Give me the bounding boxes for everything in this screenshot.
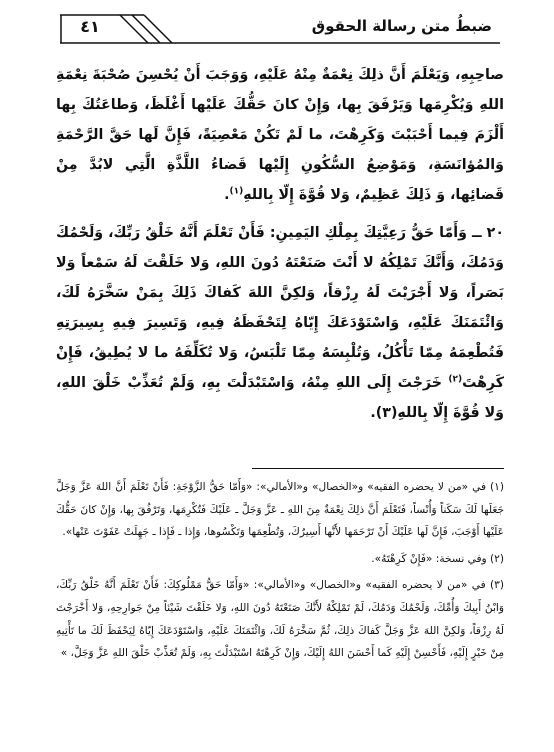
page-number: ٤١ [80, 17, 100, 36]
footnote-reference: (٢) [448, 374, 463, 385]
page-header [60, 14, 500, 44]
footnote-reference: (١) [229, 186, 244, 197]
paragraph [56, 60, 504, 210]
paragraph-text: صاحِبِهِ، وَيَعْلَمَ أَنَّ ذلِكَ نِعْمَةٌ مِنْهُ عَلَيْهِ، وَوَجَبَ أَنْ يُحْسِنَ صُحْبَةَ نِعْمَةِ اللهِ وَيُكْرِمَها وَيَرْفَقَ بِها، وَإِنْ كانَ حَقُّكَ عَلَيْها أَغْلَظَ، وَطاعَتُكَ بِها أَلْزَمَ فِيما أَحْبَبْتَ وَكَرِهْتَ، ما لَمْ تَكُنْ مَعْصِيَةً، فَإِنَّ لَها حَقَّ الرَّحْمَةِ وَالمُؤانَسَةِ، وَمَوْضِعُ السُّكُونِ إِلَيْها قَضاءُ اللَّذَّةِ الَّتِي لابُدَّ مِنْ قَضائِها، وَ ذَلِكَ عَظِيمٌ، وَلا قُوَّةَ إِلّا بِاللهِ [56, 67, 504, 203]
main-text [56, 60, 504, 428]
paragraph-text: ٢٠ ــ وَأَمّا حَقُّ رَعِيَّتِكَ بِمِلْكِ اليَمِينِ: فَأَنْ تَعْلَمَ أَنَّهُ خَلْقُ رَبِّكَ، وَلَحْمُكَ وَدَمُكَ، وَأَنَّكَ تَمْلِكُهُ لا أَنْتَ صَنَعْتَهُ دُونَ اللهِ، وَلا خَلَقْتَ لَهُ سَمْعاً وَلا بَصَراً، وَلا أَجْرَيْتَ لَهُ رِزْقاً، وَلكِنَّ اللهَ كَفاكَ ذَلِكَ بِمَنْ سَخَّرَهُ لَكَ، وَائْتَمَنَكَ عَلَيْهِ، وَاسْتَوْدَعَكَ إِيّاهُ لِتَحْفَظَهُ فِيهِ، وَتَسِيرَ فِيهِ بِسِيرَتِهِ فَتُطْعِمَهُ مِمّا تَأْكُلُ، وَتُلْبِسَهُ مِمّا تَلْبَسُ، وَلا تُكَلِّفَهُ ما لا يُطِيقُ، فَإِنْ كَرِهْتَ [56, 225, 504, 391]
paragraph [56, 218, 504, 428]
footnotes [56, 476, 504, 665]
footnote: (١) في «من لا يحضره الفقيه» و«الخصال» و«الأمالي»: «وَأَمّا حَقُّ الزَّوْجَةِ: فَأَنْ تَعْلَمَ أَنَّ اللهَ عَزَّ وَجَلَّ جَعَلَها لَكَ سَكَناً وَأُنْساً، فَتَعْلَمَ أَنَّ ذلِكَ نِعْمَةٌ مِنَ اللهِ ـ عَزَّ وَجَلَّ ـ عَلَيْكَ فَتُكْرِمَها، وَتَرْفُقَ بِها، وَإِنْ كانَ حَقُّكَ عَلَيْها أَوْجَبَ، فَإِنَّ لَها عَلَيْكَ أَنْ تَرْحَمَها لأَنَّها أَسِيرُكَ، وَتُطْعِمَها وَتَكْسُوها، وَإِذا ـ فَإِذا ـ جَهِلَتْ عَفَوْتَ عَنْها». [56, 481, 504, 539]
running-title: ضبطُ متن رسالة الحقوق [311, 17, 492, 35]
footnote: (٢) وفي نسخة: «فَإِنْ كَرِهْتَهُ». [371, 552, 504, 565]
footnote-divider [252, 468, 504, 469]
paragraph-tail: . [224, 187, 230, 203]
footnote: (٣) في «من لا يحضره الفقيه» و«الخصال» و«الأمالي»: «وَأَمّا حَقُّ مَمْلُوكِكَ: فَأَنْ تَعْلَمَ أَنَّهُ خَلْقُ رَبِّكَ، وَابْنُ أَبِيكَ وَأُمِّكَ، وَلَحْمُكَ وَدَمُكَ، لَمْ تَمْلِكْهُ لأَنَّكَ صَنَعْتَهُ دُونَ اللهِ، وَلا خَلَقْتَ شَيْئاً مِنْ جَوارِحِهِ، وَلا أَخْرَجْتَ لَهُ رِزْقاً، وَلكِنَّ اللهَ عَزَّ وَجَلَّ كَفاكَ ذلِكَ، ثُمَّ سَخَّرَهُ لَكَ، وَائْتَمَنَكَ عَلَيْهِ، وَاسْتَوْدَعَكَ إِيّاهُ لِيَحْفَظَ لَكَ ما تَأْتِيهِ مِنْ خَيْرٍ إِلَيْهِ، فَأَحْسِنْ إِلَيْهِ كَما أَحْسَنَ اللهُ إِلَيْكَ، وَإِنْ كَرِهْتَهُ اسْتَبْدَلْتَ بِهِ، وَلَمْ تُعَذِّبْ خَلْقَ اللهِ عَزَّ وَجَلَّ، » [56, 579, 504, 660]
paragraph-tail: خَرَجْتَ إِلَى اللهِ مِنْهُ، وَاسْتَبْدَلْتَ بِهِ، وَلَمْ تُعَذِّبْ خَلْقَ اللهِ، وَلا قُوَّةَ إِلّا بِاللهِ(٣). [56, 375, 504, 421]
